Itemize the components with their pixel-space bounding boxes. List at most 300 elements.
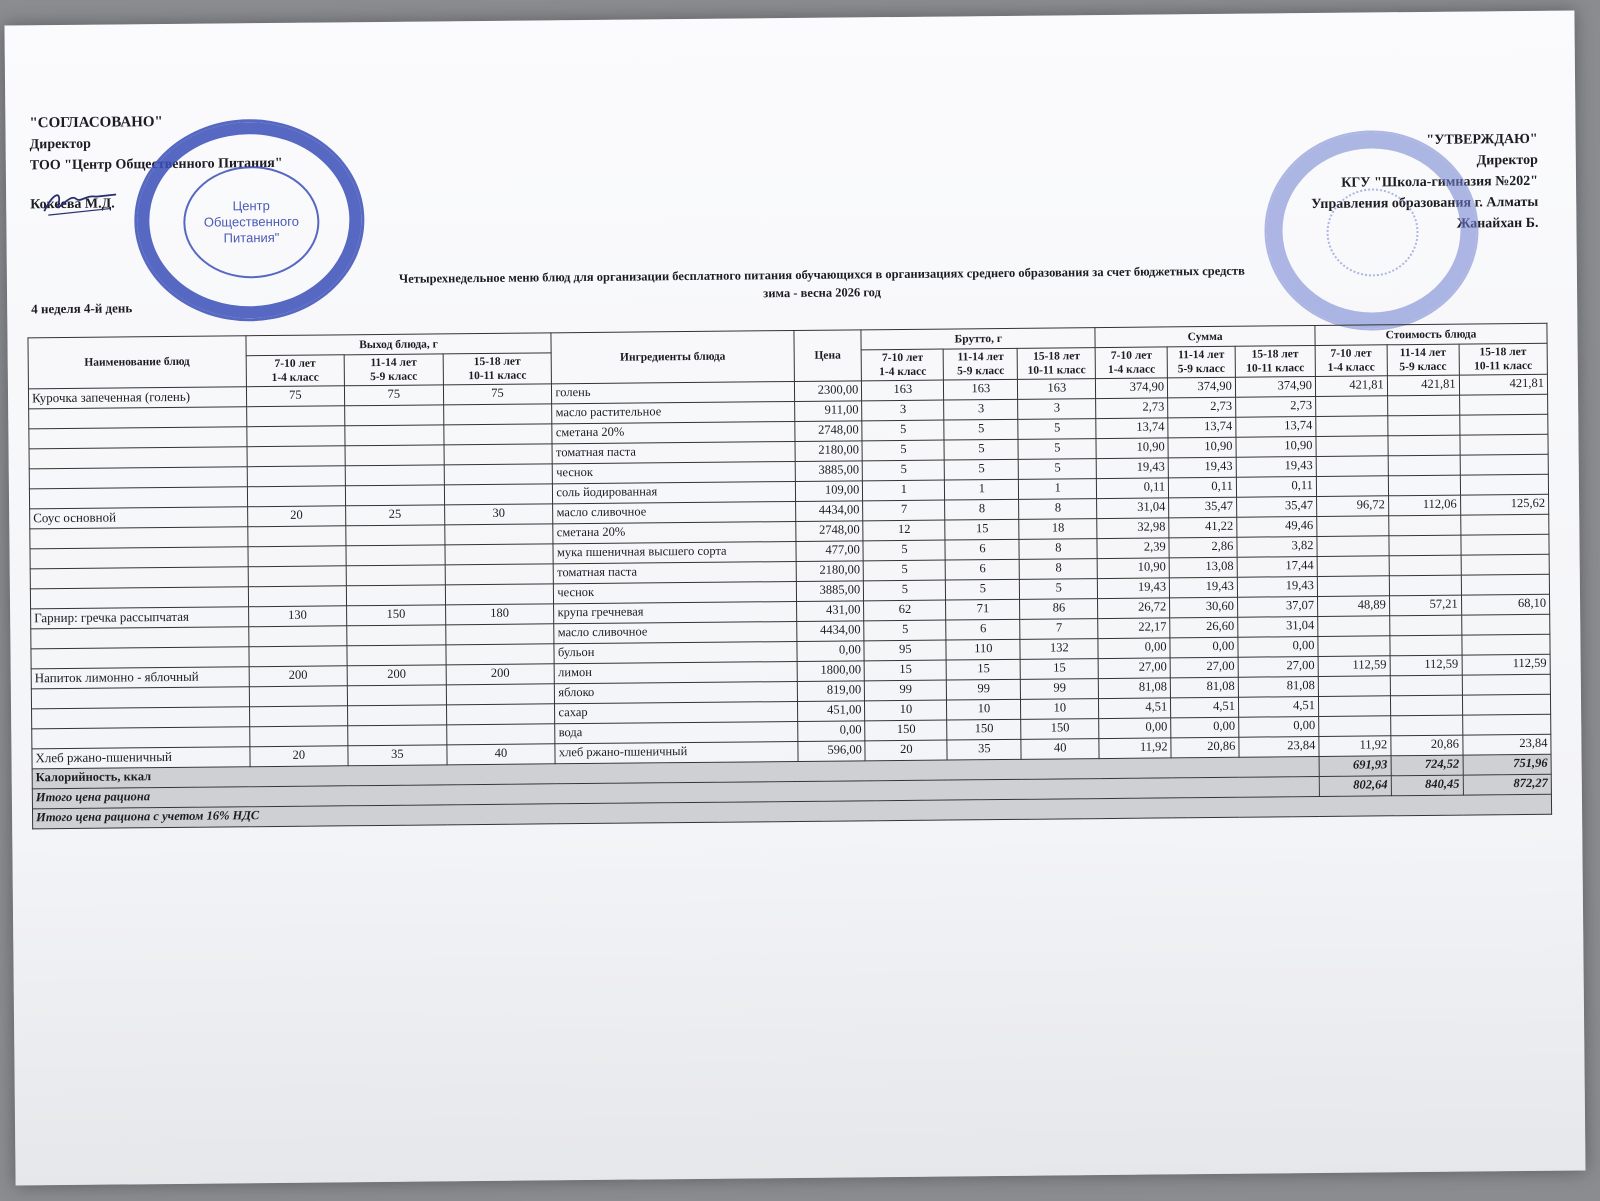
output-3-cell xyxy=(444,484,553,505)
cost-3-cell xyxy=(1460,514,1549,535)
stamp-center-text xyxy=(183,166,320,279)
round-stamp-right xyxy=(1264,129,1480,331)
output-3-cell xyxy=(444,444,553,465)
sum-2-cell: 27,00 xyxy=(1170,657,1238,678)
approve-name: Жанайхан Б. xyxy=(1456,215,1539,232)
sum-3-cell: 35,47 xyxy=(1236,496,1316,517)
cost-2-cell: 20,86 xyxy=(1391,735,1463,756)
price-cell: 819,00 xyxy=(797,681,865,702)
sum-2-cell: 41,22 xyxy=(1169,517,1237,538)
brutto-2-cell: 5 xyxy=(946,579,1020,600)
cost-3-cell xyxy=(1459,414,1548,435)
price-cell: 451,00 xyxy=(797,701,865,722)
agreed-name: Кокеева М.Д. xyxy=(30,196,115,213)
cost-1-cell xyxy=(1316,456,1388,477)
col-ingredients: Ингредиенты блюда xyxy=(551,331,794,384)
sum-2-cell: 19,43 xyxy=(1168,457,1236,478)
ingredient-cell: сметана 20% xyxy=(552,421,794,443)
dish-name-cell: Хлеб ржано-пшеничный xyxy=(32,747,250,769)
brutto-2-cell: 99 xyxy=(947,679,1021,700)
output-3-cell: 75 xyxy=(443,384,552,405)
ingredient-cell: крупа гречневая xyxy=(554,601,796,623)
cost-2-cell: 112,06 xyxy=(1388,495,1460,516)
sum-3-cell: 81,08 xyxy=(1238,676,1318,697)
output-3-cell xyxy=(443,404,552,425)
sum-2-cell: 20,86 xyxy=(1171,737,1239,758)
price-cell: 477,00 xyxy=(796,541,864,562)
col-sum: Сумма xyxy=(1095,325,1315,347)
cost-1-cell xyxy=(1317,556,1389,577)
cost-3-cell xyxy=(1461,554,1550,575)
sum-2-cell: 35,47 xyxy=(1169,497,1237,518)
cost-2-cell xyxy=(1390,635,1462,656)
sum-3-cell: 13,74 xyxy=(1236,416,1316,437)
approve-organization: КГУ "Школа-гимназия №202" xyxy=(1341,173,1539,191)
cost-1-cell xyxy=(1316,396,1388,417)
brutto-1-cell: 20 xyxy=(865,740,947,761)
brutto-2-cell: 10 xyxy=(947,699,1021,720)
approve-department: Управления образования г. Алматы xyxy=(1311,194,1539,213)
cost-1-cell xyxy=(1318,616,1390,637)
sum-2-cell: 2,86 xyxy=(1169,537,1237,558)
grade-range: 1-4 класс xyxy=(1107,363,1156,376)
sum-2-cell: 4,51 xyxy=(1171,697,1239,718)
price-cell: 2180,00 xyxy=(795,441,863,462)
grade-range: 10-11 класс xyxy=(468,369,527,383)
output-2-cell xyxy=(345,465,444,486)
cost-2-cell xyxy=(1388,455,1460,476)
sum-1-cell: 2,39 xyxy=(1097,538,1169,559)
brutto-3-cell: 3 xyxy=(1018,399,1096,420)
output-3-cell xyxy=(446,644,555,665)
brutto-1-cell: 99 xyxy=(865,680,947,701)
agreed-position: Директор xyxy=(29,136,91,153)
brutto-3-cell: 8 xyxy=(1019,499,1097,520)
output-2-cell xyxy=(345,445,444,466)
output-2-cell xyxy=(347,645,446,666)
brutto-1-cell: 3 xyxy=(862,400,944,421)
age-header-cost-1 xyxy=(1315,345,1387,377)
cost-2-cell xyxy=(1389,615,1461,636)
brutto-2-cell: 71 xyxy=(946,599,1020,620)
age-range: 11-14 лет xyxy=(957,350,1004,364)
price-cell: 4434,00 xyxy=(795,501,863,522)
col-brutto: Брутто, г xyxy=(861,328,1095,350)
cost-1-cell xyxy=(1317,576,1389,597)
cost-3-cell xyxy=(1461,574,1550,595)
age-header-brutto-2 xyxy=(944,348,1018,380)
dish-name-cell xyxy=(29,487,247,509)
cost-3-cell xyxy=(1459,394,1548,415)
brutto-3-cell: 1 xyxy=(1019,479,1097,500)
grade-range: 10-11 класс xyxy=(1246,362,1305,375)
ingredient-cell: сметана 20% xyxy=(553,521,795,543)
sum-3-cell: 23,84 xyxy=(1239,736,1319,757)
output-2-cell xyxy=(347,625,446,646)
sum-3-cell: 27,00 xyxy=(1238,656,1318,677)
sum-1-cell: 0,11 xyxy=(1097,478,1169,499)
cost-1-cell xyxy=(1317,536,1389,557)
output-1-cell: 200 xyxy=(249,666,348,687)
price-cell: 0,00 xyxy=(797,641,865,662)
dish-name-cell xyxy=(30,547,248,569)
brutto-3-cell: 8 xyxy=(1019,539,1097,560)
brutto-2-cell: 5 xyxy=(944,419,1018,440)
dish-name-cell xyxy=(30,527,248,549)
output-1-cell xyxy=(247,526,346,547)
sum-3-cell: 31,04 xyxy=(1238,616,1318,637)
price-cell: 2180,00 xyxy=(796,561,864,582)
brutto-3-cell: 8 xyxy=(1019,559,1097,580)
cost-3-cell xyxy=(1461,534,1550,555)
brutto-3-cell: 150 xyxy=(1021,719,1099,740)
brutto-2-cell: 5 xyxy=(944,439,1018,460)
sum-1-cell: 26,72 xyxy=(1098,598,1170,619)
age-range: 15-18 лет xyxy=(1251,348,1299,361)
dish-name-cell: Соус основной xyxy=(30,507,248,529)
dish-name-cell xyxy=(29,407,247,429)
output-3-cell xyxy=(443,424,552,445)
age-header-brutto-3 xyxy=(1017,348,1095,380)
menu-body xyxy=(28,374,1551,769)
cost-3-cell xyxy=(1460,454,1549,475)
output-3-cell xyxy=(446,724,555,745)
output-3-cell xyxy=(446,684,555,705)
price-cell: 431,00 xyxy=(796,601,864,622)
sum-3-cell: 2,73 xyxy=(1235,396,1315,417)
dish-name-cell xyxy=(31,647,249,669)
grade-range: 10-11 класс xyxy=(1473,359,1533,373)
agreed-heading: "СОГЛАСОВАНО" xyxy=(29,114,163,132)
cost-2-cell xyxy=(1388,435,1460,456)
output-1-cell: 20 xyxy=(249,746,348,767)
dish-name-cell xyxy=(31,627,249,649)
ingredient-cell: лимон xyxy=(555,661,797,683)
sum-1-cell: 32,98 xyxy=(1097,518,1169,539)
sum-1-cell: 27,00 xyxy=(1098,658,1170,679)
brutto-2-cell: 8 xyxy=(945,499,1019,520)
signature-left xyxy=(40,184,120,219)
price-total-3: 751,96 xyxy=(1463,754,1552,775)
price-cell: 596,00 xyxy=(797,741,865,762)
dish-name-cell xyxy=(32,727,250,749)
brutto-2-cell: 6 xyxy=(946,559,1020,580)
stamp-line-1: Центр xyxy=(232,198,270,214)
ingredient-cell: томатная паста xyxy=(552,441,794,463)
sum-3-cell: 3,82 xyxy=(1237,536,1317,557)
output-2-cell xyxy=(346,525,445,546)
brutto-1-cell: 5 xyxy=(862,420,944,441)
sum-1-cell: 11,92 xyxy=(1099,738,1171,759)
brutto-3-cell: 5 xyxy=(1020,579,1098,600)
sum-3-cell: 0,00 xyxy=(1239,716,1319,737)
age-range: 15-18 лет xyxy=(1032,350,1081,363)
age-range: 7-10 лет xyxy=(1110,349,1153,362)
sum-3-cell: 49,46 xyxy=(1237,516,1317,537)
output-2-cell xyxy=(345,425,444,446)
brutto-3-cell: 5 xyxy=(1018,439,1096,460)
stamp-line-3: Питания" xyxy=(223,229,280,246)
price-cell: 2748,00 xyxy=(795,521,863,542)
ingredient-cell: соль йодированная xyxy=(553,481,795,503)
brutto-1-cell: 150 xyxy=(865,720,947,741)
ingredient-cell: яблоко xyxy=(555,681,797,703)
brutto-3-cell: 5 xyxy=(1019,459,1097,480)
brutto-3-cell: 132 xyxy=(1020,639,1098,660)
output-3-cell: 30 xyxy=(444,504,553,525)
sum-1-cell: 19,43 xyxy=(1098,578,1170,599)
brutto-1-cell: 15 xyxy=(864,660,946,681)
age-range: 7-10 лет xyxy=(881,351,924,365)
brutto-1-cell: 95 xyxy=(864,640,946,661)
price-cell: 911,00 xyxy=(794,401,862,422)
output-1-cell: 20 xyxy=(247,506,346,527)
cost-1-cell xyxy=(1316,436,1388,457)
dish-name-cell xyxy=(31,687,249,709)
dish-name-cell: Курочка запеченная (голень) xyxy=(28,387,246,409)
brutto-3-cell: 86 xyxy=(1020,599,1098,620)
grade-range: 1-4 класс xyxy=(879,365,927,379)
ingredient-cell: томатная паста xyxy=(554,561,796,583)
brutto-1-cell: 10 xyxy=(865,700,947,721)
sum-1-cell: 10,90 xyxy=(1097,558,1169,579)
output-1-cell xyxy=(246,406,345,427)
age-range: 15-18 лет xyxy=(1479,345,1527,359)
output-3-cell xyxy=(444,464,553,485)
cost-3-cell: 23,84 xyxy=(1462,734,1551,755)
grade-range: 5-9 класс xyxy=(1177,362,1226,376)
brutto-2-cell: 110 xyxy=(946,639,1020,660)
cost-2-cell: 421,81 xyxy=(1387,375,1459,396)
cost-1-cell xyxy=(1318,636,1390,657)
ingredient-cell: масло сливочное xyxy=(553,501,795,523)
output-1-cell xyxy=(248,626,347,647)
brutto-3-cell: 5 xyxy=(1018,419,1096,440)
sum-3-cell: 0,00 xyxy=(1238,636,1318,657)
output-1-cell xyxy=(249,726,348,747)
output-3-cell: 200 xyxy=(446,664,555,685)
age-header-output-1 xyxy=(246,355,345,387)
sum-1-cell: 81,08 xyxy=(1099,678,1171,699)
cost-1-cell xyxy=(1317,516,1389,537)
ingredient-cell: масло растительное xyxy=(552,401,794,423)
output-2-cell: 25 xyxy=(346,505,445,526)
output-2-cell xyxy=(345,405,444,426)
output-2-cell xyxy=(348,705,447,726)
sum-2-cell: 26,60 xyxy=(1170,617,1238,638)
ingredient-cell: хлеб ржано-пшеничный xyxy=(555,741,797,763)
output-1-cell xyxy=(249,686,348,707)
age-header-sum-3 xyxy=(1235,345,1315,377)
brutto-2-cell: 6 xyxy=(946,619,1020,640)
dish-name-cell xyxy=(29,467,247,489)
output-1-cell xyxy=(247,446,346,467)
cost-3-cell xyxy=(1462,694,1551,715)
cost-1-cell: 96,72 xyxy=(1316,496,1388,517)
grade-range: 1-4 класс xyxy=(1327,361,1375,374)
cost-3-cell xyxy=(1462,674,1551,695)
ingredient-cell: масло сливочное xyxy=(554,621,796,643)
cost-2-cell xyxy=(1389,535,1461,556)
sum-2-cell: 0,00 xyxy=(1171,717,1239,738)
price-label: Итого цена рациона xyxy=(32,776,1319,808)
sum-1-cell: 374,90 xyxy=(1096,378,1168,399)
dish-name-cell xyxy=(30,587,248,609)
output-3-cell: 40 xyxy=(446,744,555,765)
age-range: 15-18 лет xyxy=(473,355,521,369)
output-1-cell xyxy=(246,426,345,447)
approve-position: Директор xyxy=(1476,152,1538,169)
brutto-2-cell: 3 xyxy=(944,399,1018,420)
output-3-cell xyxy=(444,524,553,545)
dish-name-cell: Гарнир: гречка рассыпчатая xyxy=(31,607,249,629)
output-2-cell: 75 xyxy=(345,385,444,406)
cost-2-cell xyxy=(1389,515,1461,536)
brutto-1-cell: 5 xyxy=(863,560,945,581)
output-1-cell xyxy=(248,546,347,567)
sum-2-cell: 2,73 xyxy=(1168,397,1236,418)
sum-1-cell: 2,73 xyxy=(1096,398,1168,419)
age-range: 7-10 лет xyxy=(274,357,316,370)
ingredient-cell: вода xyxy=(555,721,797,743)
brutto-3-cell: 40 xyxy=(1021,739,1099,760)
week-label: 4 неделя 4-й день xyxy=(31,300,133,317)
brutto-2-cell: 1 xyxy=(945,479,1019,500)
sum-3-cell: 374,90 xyxy=(1235,376,1315,397)
age-header-sum-1 xyxy=(1095,347,1167,379)
vat-total-1: 802,64 xyxy=(1319,776,1391,797)
output-1-cell xyxy=(249,646,348,667)
sum-1-cell: 0,00 xyxy=(1098,638,1170,659)
output-3-cell xyxy=(445,564,554,585)
approve-heading: "УТВЕРЖДАЮ" xyxy=(1426,131,1538,148)
cost-3-cell: 421,81 xyxy=(1459,374,1548,395)
sum-1-cell: 4,51 xyxy=(1099,698,1171,719)
title-line-2: зима - весна 2026 год xyxy=(763,285,881,301)
price-cell: 2300,00 xyxy=(794,381,862,402)
cost-3-cell xyxy=(1460,474,1549,495)
output-2-cell: 35 xyxy=(348,745,447,766)
sum-3-cell: 0,11 xyxy=(1236,476,1316,497)
cost-1-cell xyxy=(1318,676,1390,697)
output-1-cell xyxy=(248,566,347,587)
age-range: 11-14 лет xyxy=(1177,348,1225,362)
cost-3-cell xyxy=(1461,614,1550,635)
col-output: Выход блюда, г xyxy=(246,333,552,356)
output-1-cell: 75 xyxy=(246,386,345,407)
brutto-2-cell: 150 xyxy=(947,719,1021,740)
sum-2-cell: 374,90 xyxy=(1168,377,1236,398)
sum-3-cell: 19,43 xyxy=(1236,456,1316,477)
ingredient-cell: мука пшеничная высшего сорта xyxy=(553,541,795,563)
age-range: 11-14 лет xyxy=(370,356,417,370)
sum-2-cell: 81,08 xyxy=(1170,677,1238,698)
cost-3-cell xyxy=(1460,434,1549,455)
brutto-2-cell: 5 xyxy=(945,459,1019,480)
grade-range: 5-9 класс xyxy=(370,370,418,384)
cost-2-cell: 57,21 xyxy=(1389,595,1461,616)
sum-2-cell: 19,43 xyxy=(1169,577,1237,598)
cost-1-cell: 11,92 xyxy=(1319,736,1391,757)
cost-2-cell xyxy=(1389,575,1461,596)
age-header-sum-2 xyxy=(1167,346,1235,378)
cost-3-cell: 68,10 xyxy=(1461,594,1550,615)
calories-label: Калорийность, ккал xyxy=(32,756,1319,788)
sum-3-cell: 19,43 xyxy=(1237,576,1317,597)
output-2-cell xyxy=(348,725,447,746)
cost-3-cell: 125,62 xyxy=(1460,494,1549,515)
sum-2-cell: 10,90 xyxy=(1168,437,1236,458)
brutto-1-cell: 7 xyxy=(863,500,945,521)
output-1-cell xyxy=(247,466,346,487)
document-title xyxy=(267,260,1377,307)
age-header-cost-2 xyxy=(1387,344,1459,376)
brutto-2-cell: 35 xyxy=(947,739,1021,760)
ingredient-cell: голень xyxy=(552,381,794,403)
brutto-1-cell: 5 xyxy=(864,620,946,641)
agreed-organization: ТОО "Центр Общественного Питания" xyxy=(29,155,283,174)
age-header-output-3 xyxy=(443,353,552,385)
output-2-cell: 150 xyxy=(347,605,446,626)
age-header-brutto-1 xyxy=(861,349,943,381)
cost-2-cell xyxy=(1387,395,1459,416)
cost-1-cell: 48,89 xyxy=(1317,596,1389,617)
output-1-cell xyxy=(248,586,347,607)
age-header-cost-3 xyxy=(1459,343,1548,375)
brutto-1-cell: 62 xyxy=(864,600,946,621)
document-sheet xyxy=(4,10,1585,1185)
age-header-output-2 xyxy=(344,354,443,386)
brutto-1-cell: 1 xyxy=(863,480,945,501)
output-2-cell xyxy=(346,545,445,566)
output-2-cell xyxy=(345,485,444,506)
grade-range: 5-9 класс xyxy=(957,364,1005,378)
cost-1-cell xyxy=(1319,716,1391,737)
price-cell: 0,00 xyxy=(797,721,865,742)
menu-table xyxy=(27,323,1552,830)
brutto-2-cell: 15 xyxy=(947,659,1021,680)
brutto-3-cell: 99 xyxy=(1021,679,1099,700)
col-price: Цена xyxy=(794,330,862,382)
grade-range: 1-4 класс xyxy=(271,371,319,385)
sum-2-cell: 0,11 xyxy=(1169,477,1237,498)
output-3-cell: 180 xyxy=(445,604,554,625)
cost-3-cell xyxy=(1462,714,1551,735)
grade-range: 10-11 класс xyxy=(1027,364,1086,377)
brutto-1-cell: 5 xyxy=(862,440,944,461)
output-2-cell: 200 xyxy=(347,665,446,686)
age-range: 11-14 лет xyxy=(1399,346,1447,360)
output-3-cell xyxy=(445,584,554,605)
stamp-line-2: Общественного xyxy=(203,213,299,230)
grade-range: 5-9 класс xyxy=(1399,360,1447,374)
title-line-1: Четырехнедельное меню блюд для организации бесплатного питания обучающихся в организациях среднего образования за счет бюджетных средств xyxy=(398,263,1245,286)
ingredient-cell: чеснок xyxy=(553,461,795,483)
ingredient-cell: сахар xyxy=(555,701,797,723)
brutto-2-cell: 15 xyxy=(945,519,1019,540)
cost-2-cell xyxy=(1389,555,1461,576)
brutto-3-cell: 7 xyxy=(1020,619,1098,640)
col-cost: Стоимость блюда xyxy=(1315,323,1547,345)
price-cell: 3885,00 xyxy=(795,461,863,482)
sum-1-cell: 0,00 xyxy=(1099,718,1171,739)
sum-1-cell: 13,74 xyxy=(1096,418,1168,439)
vat-total-2: 840,45 xyxy=(1391,775,1463,796)
brutto-1-cell: 12 xyxy=(863,520,945,541)
brutto-1-cell: 5 xyxy=(864,580,946,601)
vat-label: Итого цена рациона с учетом 16% НДС xyxy=(32,794,1551,829)
cost-1-cell: 421,81 xyxy=(1315,376,1387,397)
